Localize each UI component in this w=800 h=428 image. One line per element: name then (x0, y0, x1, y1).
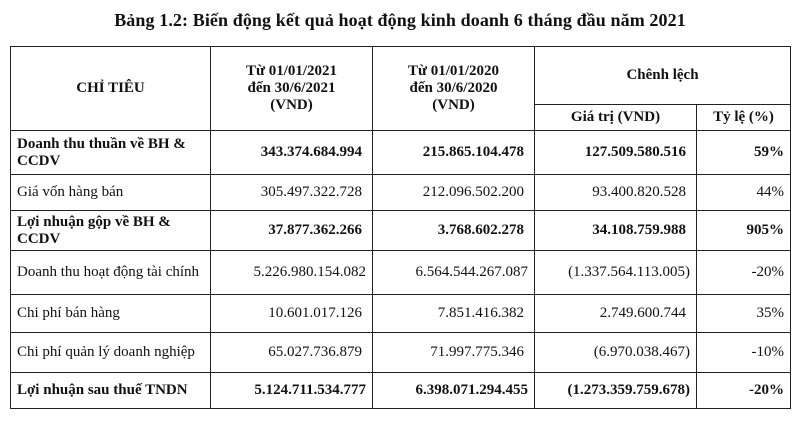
value-diff: 127.509.580.516 (535, 131, 697, 175)
value-pct: 905% (697, 211, 791, 251)
value-diff: 34.108.759.988 (535, 211, 697, 251)
row-label: Doanh thu thuần về BH & CCDV (11, 131, 211, 175)
header-2020-line1: Từ 01/01/2020 (407, 63, 500, 79)
table-row (11, 373, 791, 409)
value-2021: 305.497.322.728 (211, 175, 373, 211)
value-2020: 71.997.775.346 (373, 333, 535, 373)
table-row (11, 295, 791, 333)
value-2021: 37.877.362.266 (211, 211, 373, 251)
row-label: Giá vốn hàng bán (11, 175, 211, 211)
row-label: Doanh thu hoạt động tài chính (11, 251, 211, 295)
row-label: Lợi nhuận sau thuế TNDN (11, 373, 211, 409)
table-row (11, 131, 791, 175)
value-pct: 35% (697, 295, 791, 333)
table-row (11, 175, 791, 211)
value-2020: 215.865.104.478 (373, 131, 535, 175)
value-2020: 212.096.502.200 (373, 175, 535, 211)
table-row (11, 211, 791, 251)
header-2021-line2: đến 30/6/2021 (247, 80, 336, 96)
header-2021-line3: (VND) (270, 97, 313, 113)
value-diff: (1.337.564.113.005) (535, 251, 697, 295)
value-2021: 5.226.980.154.082 (211, 251, 373, 295)
value-pct: 59% (697, 131, 791, 175)
row-label: Chi phí bán hàng (11, 295, 211, 333)
header-2021-line1: Từ 01/01/2021 (245, 63, 338, 79)
value-diff: 93.400.820.528 (535, 175, 697, 211)
row-label: Lợi nhuận gộp về BH & CCDV (11, 211, 211, 251)
header-period-2020 (373, 47, 535, 131)
value-2021: 65.027.736.879 (211, 333, 373, 373)
table-row (11, 251, 791, 295)
value-2021: 343.374.684.994 (211, 131, 373, 175)
header-chenh-lech: Chênh lệch (535, 47, 791, 105)
value-2020: 7.851.416.382 (373, 295, 535, 333)
value-2020: 3.768.602.278 (373, 211, 535, 251)
header-2020-line3: (VND) (432, 97, 475, 113)
header-2020-line2: đến 30/6/2020 (409, 80, 498, 96)
value-diff: 2.749.600.744 (535, 295, 697, 333)
value-2021: 5.124.711.534.777 (211, 373, 373, 409)
value-2021: 10.601.017.126 (211, 295, 373, 333)
value-pct: 44% (697, 175, 791, 211)
value-diff: (6.970.038.467) (535, 333, 697, 373)
value-2020: 6.564.544.267.087 (373, 251, 535, 295)
header-period-2021 (211, 47, 373, 131)
header-gia-tri: Giá trị (VND) (535, 105, 697, 131)
table-title: Bảng 1.2: Biến động kết quả hoạt động kinh doanh 6 tháng đầu năm 2021 (114, 10, 686, 30)
row-label: Chi phí quản lý doanh nghiệp (11, 333, 211, 373)
business-results-table (10, 46, 791, 409)
header-chi-tieu: CHỈ TIÊU (11, 47, 211, 131)
value-pct: -20% (697, 251, 791, 295)
value-diff: (1.273.359.759.678) (535, 373, 697, 409)
value-pct: -10% (697, 333, 791, 373)
value-pct: -20% (697, 373, 791, 409)
value-2020: 6.398.071.294.455 (373, 373, 535, 409)
table-row (11, 333, 791, 373)
header-ty-le: Tỷ lệ (%) (697, 105, 791, 131)
